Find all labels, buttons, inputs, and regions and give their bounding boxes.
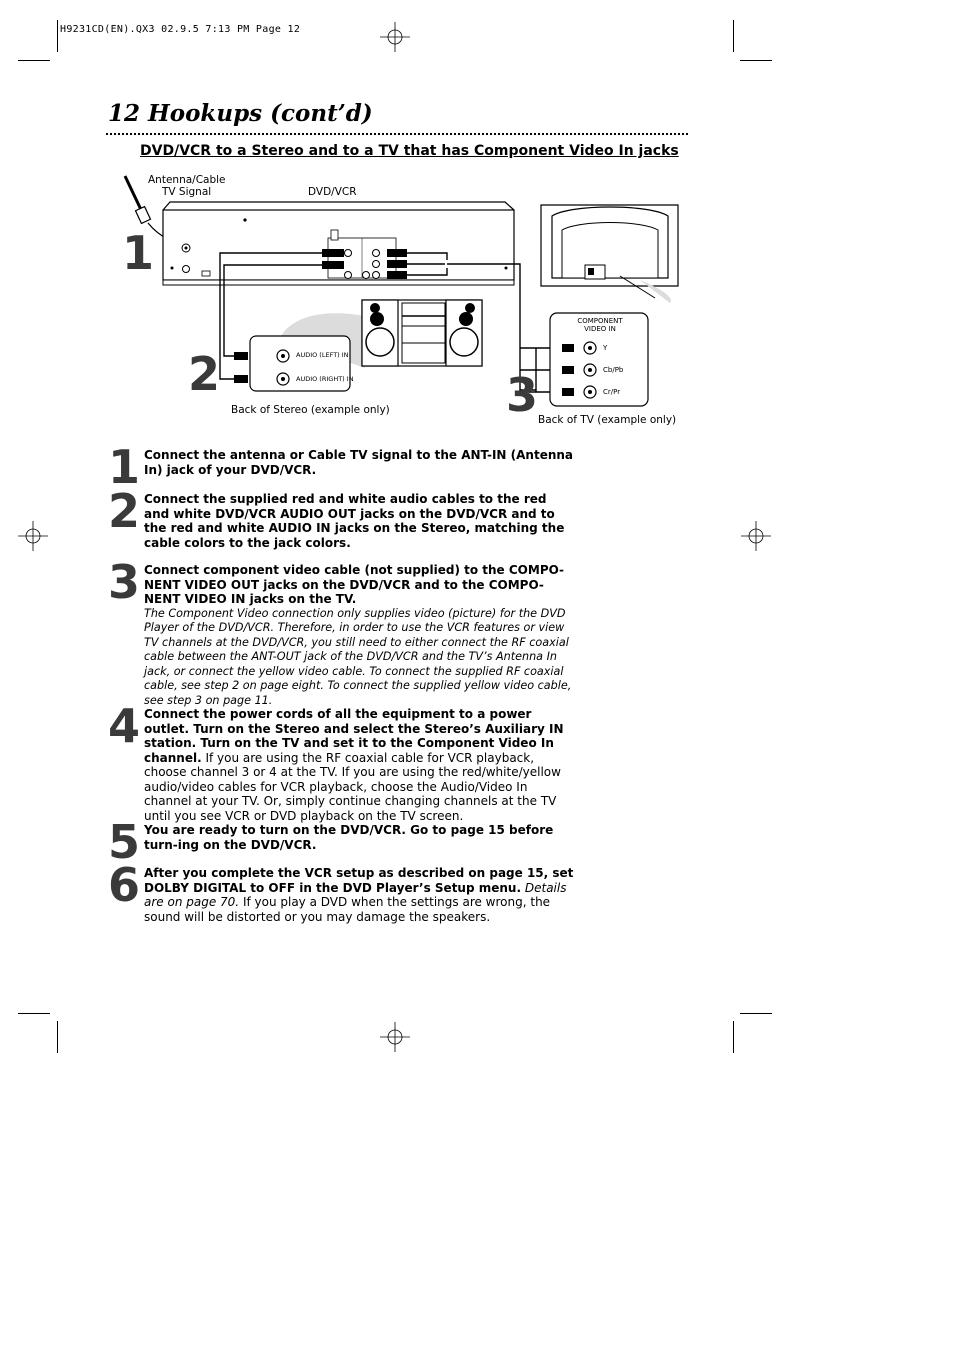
stereo-caption: Back of Stereo (example only) <box>231 404 390 416</box>
crop-mark <box>740 60 772 61</box>
step-6 <box>108 858 578 928</box>
section-title: DVD/VCR to a Stereo and to a TV that has Component Video In jacks <box>140 143 679 159</box>
hookup-diagram <box>100 168 700 438</box>
registration-mark-icon <box>18 521 48 551</box>
step-instruction: Connect the power cords of all the equipment to a power outlet. Turn on the Stereo and select the Stereo’s Auxiliary IN station. Turn on the TV and set it to the Component Video In channel. <box>144 707 564 765</box>
crop-mark <box>18 60 50 61</box>
stereo-jack-right-label: AUDIO (RIGHT) IN <box>296 375 354 383</box>
stereo-jack-left-label: AUDIO (LEFT) IN <box>296 351 349 359</box>
step-text <box>144 823 574 852</box>
print-slug: H9231CD(EN).QX3 02.9.5 7:13 PM Page 12 <box>60 24 301 35</box>
tv-jack-y-label: Y <box>603 344 608 352</box>
diagram-marker-1: 1 <box>122 226 153 280</box>
registration-mark-icon <box>741 521 771 551</box>
step-note: The Component Video connection only supplies video (picture) for the DVD Player of the DVD/VCR. Therefore, in order to use the VCR features or view TV channels at the DVD/VCR, you still need to either connect the RF coaxial cable between the ANT-OUT jack of the DVD/VCR and the TV’s Antenna In jack, or connect the yellow video cable. To connect the supplied RF coaxial cable, see step 2 on page eight. To connect the supplied yellow video cable, see step 3 on page 11. <box>144 606 572 707</box>
page-title: 12 Hookups (cont’d) <box>108 100 373 127</box>
step-1 <box>108 440 578 494</box>
crop-mark <box>733 20 734 52</box>
step-number: 2 <box>108 484 139 538</box>
step-text <box>144 448 574 477</box>
step-instruction: You are ready to turn on the DVD/VCR. Go to page 15 before turn-ing on the DVD/VCR. <box>144 823 554 852</box>
antenna-label: TV Signal <box>162 186 212 198</box>
step-instruction: After you complete the VCR setup as described on page 15, set DOLBY DIGITAL to OFF in the DVD Player’s Setup menu. <box>144 866 574 895</box>
crop-mark <box>740 1013 772 1014</box>
tv-jack-cr-label: Cr/Pr <box>603 388 621 396</box>
registration-mark-icon <box>380 22 410 52</box>
television-icon <box>541 205 678 303</box>
diagram-marker-2: 2 <box>188 347 219 401</box>
step-text <box>144 492 574 550</box>
crop-mark <box>57 1021 58 1053</box>
crop-mark <box>733 1021 734 1053</box>
step-5 <box>108 815 578 869</box>
step-instruction: Connect component video cable (not supplied) to the COMPO-NENT VIDEO OUT jacks on the DVD/VCR and to the COMPO-NENT VIDEO IN jacks on the TV. <box>144 563 565 606</box>
tv-caption: Back of TV (example only) <box>538 414 677 426</box>
step-text <box>144 707 574 823</box>
antenna-label: Antenna/Cable <box>148 174 226 186</box>
step-3 <box>108 555 578 707</box>
tv-panel-title: VIDEO IN <box>584 325 616 333</box>
step-text <box>144 563 574 708</box>
dvd-vcr-unit <box>163 202 514 285</box>
step-instruction: Connect the supplied red and white audio cables to the red and white DVD/VCR AUDIO OUT jacks on the DVD/VCR and to the red and white AUDIO IN jacks on the Stereo, matching the cable colors to the jack colors. <box>144 492 565 550</box>
component-plug-icon <box>387 249 407 279</box>
crop-mark <box>18 1013 50 1014</box>
step-number: 6 <box>108 858 139 912</box>
step-detail: If you are using the RF coaxial cable for VCR playback, choose channel 3 or 4 at the TV. If you are using the red/white/yellow audio/video cables for VCR playback, choose the Audio/Video In channel at your TV. Or, simply continue changing channels at the TV until you see VCR or DVD playback on the TV screen. <box>144 750 561 823</box>
step-number: 1 <box>108 440 139 494</box>
dotted-divider <box>106 133 688 135</box>
dvd-vcr-label: DVD/VCR <box>308 186 357 198</box>
step-number: 4 <box>108 699 139 753</box>
step-instruction: Connect the antenna or Cable TV signal to the ANT-IN (Antenna In) jack of your DVD/VCR. <box>144 448 574 477</box>
step-number: 5 <box>108 815 139 869</box>
tv-panel-title: COMPONENT <box>577 317 623 325</box>
crop-mark <box>57 20 58 52</box>
step-2 <box>108 484 578 552</box>
diagram-marker-3: 3 <box>506 368 537 422</box>
registration-mark-icon <box>380 1022 410 1052</box>
tv-jack-cb-label: Cb/Pb <box>603 366 624 374</box>
step-text <box>144 866 574 924</box>
step-detail: If you play a DVD when the settings are wrong, the sound will be distorted or you may damage the speakers. <box>144 895 551 924</box>
step-reference: Details are on page 70. <box>144 880 567 909</box>
step-4 <box>108 699 578 823</box>
step-number: 3 <box>108 555 139 609</box>
